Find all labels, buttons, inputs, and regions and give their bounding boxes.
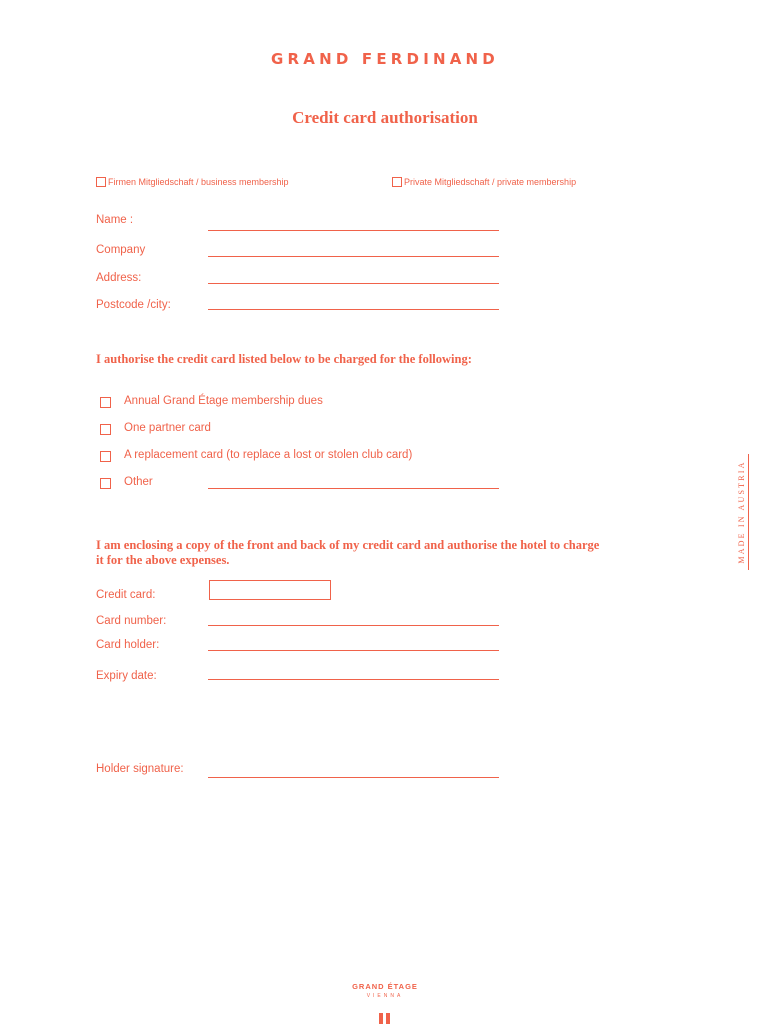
footer-location: VIENNA — [366, 993, 404, 999]
card-heading-line-2: it for the above expenses. — [96, 553, 230, 567]
annual-dues-label: Annual Grand Étage membership dues — [124, 395, 323, 407]
private-membership-checkbox[interactable] — [392, 177, 402, 187]
footer-logo: GRAND ÉTAGE — [352, 982, 418, 991]
business-membership-option[interactable] — [96, 177, 289, 187]
private-membership-option[interactable] — [392, 177, 576, 187]
other-label: Other — [124, 476, 153, 488]
name-field[interactable] — [208, 230, 499, 231]
signature-label: Holder signature: — [96, 763, 184, 775]
other-field[interactable] — [208, 488, 499, 489]
credit-card-type-box[interactable] — [209, 580, 331, 600]
partner-card-label: One partner card — [124, 422, 211, 434]
card-number-field[interactable] — [208, 625, 499, 626]
private-membership-label: Private Mitgliedschaft / private membership — [404, 177, 577, 187]
card-section-heading — [96, 538, 599, 568]
replacement-card-checkbox[interactable] — [100, 451, 111, 462]
address-field[interactable] — [208, 283, 499, 284]
expiry-date-field[interactable] — [208, 679, 499, 680]
charges-heading: I authorise the credit card listed below to be charged for the following: — [96, 352, 472, 366]
brand-mark-icon — [378, 1013, 392, 1024]
credit-card-label: Credit card: — [96, 589, 156, 601]
card-heading-line-1: I am enclosing a copy of the front and back of my credit card and authorise the hotel to charge — [96, 538, 600, 552]
business-membership-label: Firmen Mitgliedschaft / business membership — [108, 177, 289, 187]
other-checkbox[interactable] — [100, 478, 111, 489]
postcode-label: Postcode /city: — [96, 299, 171, 311]
replacement-card-label: A replacement card (to replace a lost or stolen club card) — [124, 449, 413, 461]
business-membership-checkbox[interactable] — [96, 177, 106, 187]
company-label: Company — [96, 244, 146, 256]
partner-card-checkbox[interactable] — [100, 424, 111, 435]
signature-field[interactable] — [208, 777, 499, 778]
made-in-austria-text: MADE IN AUSTRIA — [737, 460, 746, 564]
card-number-label: Card number: — [96, 615, 167, 627]
card-holder-field[interactable] — [208, 650, 499, 651]
address-label: Address: — [96, 272, 142, 284]
company-field[interactable] — [208, 256, 499, 257]
page-title: Credit card authorisation — [292, 108, 478, 127]
made-in-austria-mark — [736, 454, 749, 570]
postcode-field[interactable] — [208, 309, 499, 310]
expiry-date-label: Expiry date: — [96, 670, 157, 682]
name-label: Name : — [96, 214, 134, 226]
card-holder-label: Card holder: — [96, 639, 160, 651]
brand-logo: GRAND FERDINAND — [271, 50, 499, 68]
annual-dues-checkbox[interactable] — [100, 397, 111, 408]
